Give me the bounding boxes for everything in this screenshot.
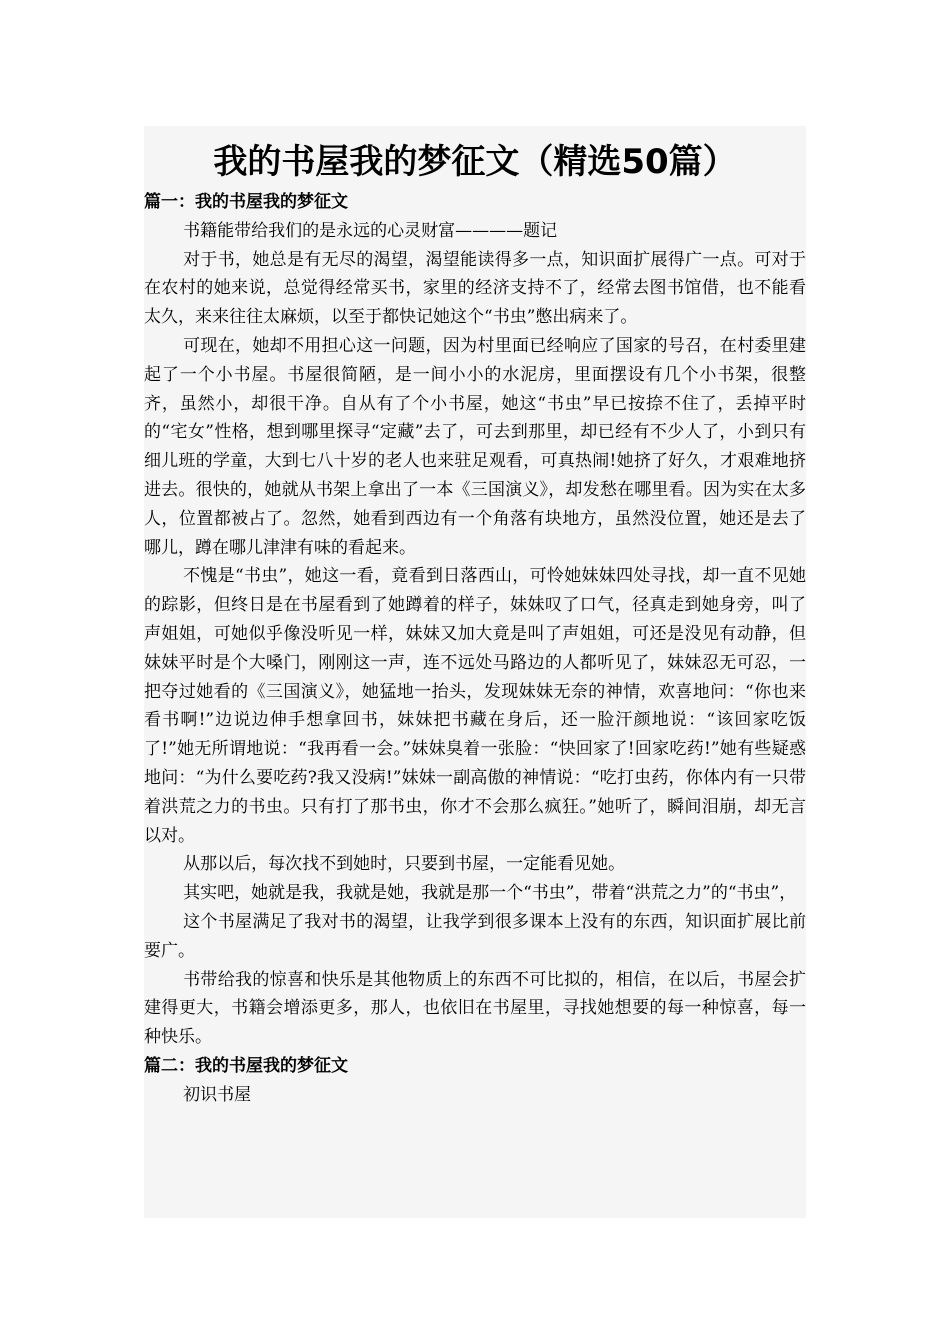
- paragraph: 其实吧，她就是我，我就是她，我就是那一个“书虫”，带着“洪荒之力”的“书虫”，: [183, 883, 797, 904]
- paragraph: 对于书，她总是有无尽的渴望，渴望能读得多一点，知识面扩展得广一点。可对于在农村的她来说，总觉得经常买书，家里的经济支持不了，经常去图书馆借，也不能看太久，来来往往太麻烦，以至于都快记她这个“书虫”憋出病来了。: [144, 249, 806, 328]
- paragraph-epigraph: 书籍能带给我们的是永远的心灵财富————题记: [183, 220, 558, 241]
- section-heading-2: 篇二：我的书屋我的梦征文: [144, 1055, 348, 1076]
- document-title: 我的书屋我的梦征文（精选50篇）: [213, 142, 737, 182]
- paragraph: 不愧是“书虫”，她这一看，竟看到日落西山，可怜她妹妹四处寻找，却一直不见她的踪影，但终日是在书屋看到了她蹲着的样子，妹妹叹了口气，径真走到她身旁，叫了声姐姐，可她似乎像没听见一样，妹妹又加大竟是叫了声姐姐，可还是没见有动静，但妹妹平时是个大嗓门，刚刚这一声，连不远处马路边的人都听见了，妹妹忍无可忍，一把夺过她看的《三国演义》，她猛地一抬头，发现妹妹无奈的神情，欢喜地问：“你也来看书啊!”边说边伸手想拿回书，妹妹把书藏在身后，还一脸汗颜地说：“该回家吃饭了!”她无所谓地说：“我再看一会。”妹妹臭着一张脸：“快回家了!回家吃药!”她有些疑惑地问：“为什么要吃药?我又没病!”妹妹一副高傲的神情说：“吃打虫药，你体内有一只带着洪荒之力的书虫。只有打了那书虫，你才不会那么疯狂。”她听了，瞬间泪崩，却无言以对。: [144, 566, 806, 846]
- paragraph: 书带给我的惊喜和快乐是其他物质上的东西不可比拟的，相信，在以后，书屋会扩建得更大，书籍会增添更多，那人，也依旧在书屋里，寻找她想要的每一种惊喜，每一种快乐。: [144, 969, 806, 1048]
- section-heading-1: 篇一：我的书屋我的梦征文: [144, 192, 348, 212]
- paragraph: 从那以后，每次找不到她时，只要到书屋，一定能看见她。: [183, 854, 626, 875]
- document-body: [144, 126, 806, 1218]
- paragraph: 初识书屋: [183, 1084, 252, 1105]
- paragraph: 可现在，她却不用担心这一问题，因为村里面已经响应了国家的号召，在村委里建起了一个小书屋。书屋很简陋，是一间小小的水泥房，里面摆设有几个小书架，很整齐，虽然小，却很干净。自从有了个小书屋，她这“书虫”早已按捺不住了，丢掉平时的“宅女”性格，想到哪里探寻“定藏”去了，可去到那里，却已经有不少人了，小到只有细儿班的学童，大到七八十岁的老人也来驻足观看，可真热闹!她挤了好久，才艰难地挤进去。很快的，她就从书架上拿出了一本《三国演义》，却发愁在哪里看。因为实在太多人，位置都被占了。忽然，她看到西边有一个角落有块地方，虽然没位置，她还是去了哪儿，蹲在哪儿津津有味的看起来。: [144, 335, 806, 558]
- paragraph: 这个书屋满足了我对书的渴望，让我学到很多课本上没有的东西，知识面扩展比前要广。: [144, 911, 806, 961]
